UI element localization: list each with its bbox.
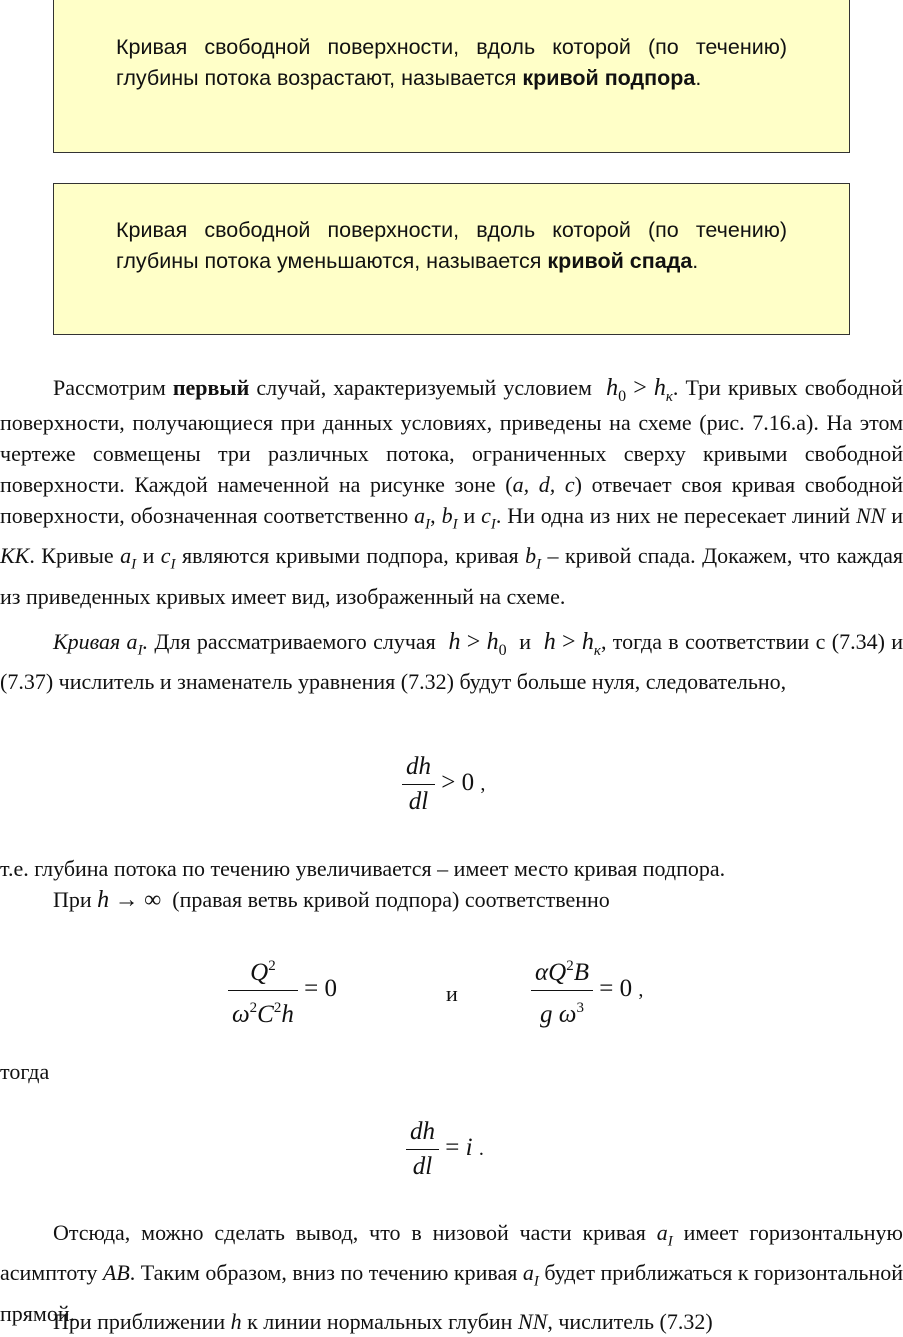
and-word xyxy=(446,978,486,1009)
definition-box-drawdown xyxy=(53,183,850,335)
curve-aI: $a_I$ xyxy=(656,1220,673,1250)
line-NN: NN xyxy=(855,503,886,528)
line-NN: NN xyxy=(517,1309,548,1334)
curve-heading: Кривая $a_I$. xyxy=(53,629,149,659)
definition-text: Кривая свободной поверхности, вдоль которой (по течению) глубины потока уменьшаются, называется xyxy=(116,218,787,273)
emphasis: первый xyxy=(172,375,250,400)
text: Для рассматриваемого случая xyxy=(148,629,443,654)
line-KK: KK xyxy=(0,543,30,569)
curve-cI: $c_I$ xyxy=(160,543,176,573)
curve-bI: $b_I$ xyxy=(525,543,542,573)
paragraph-curve-aI xyxy=(0,626,903,697)
text: , тогда в соответствии с (7.34) и (7.37) числитель и знаменатель уравнения (7.32) будут больше нуля, следовательно, xyxy=(0,629,903,695)
text: и xyxy=(457,503,482,528)
paragraph-first-case: Рассмотрим первый случай, характеризуемый условием $h_0 > h_к$. Три кривых свободной поверхности, получающиеся при данных условиях, приведены на схеме (рис. 7.16.а). На этом чертеже совмещены три различных потока, ограниченных сверху кривыми свободной поверхности. Каждой намеченной на рисунке зоне (a, d, c) отвечает своя кривая свободной поверхности, обозначенная соответственно $a_I$, $b_I$ и $c_I$. Ни одна из них не пересекает линий NN и KK. Кривые $a_I$ и $c_I$ являются кривыми подпора, кривая $b_I$ – кривой спада. Докажем, что каждая из приведенных кривых имеет вид, изображенный на схеме. xyxy=(0,375,903,609)
definition-end: . xyxy=(695,66,702,90)
text: имеет горизонтальную асимптоту xyxy=(0,1220,903,1286)
text: – кривой спада. Докажем, что каждая из приведенных кривых имеет вид, изображенный на схеме. xyxy=(0,543,903,609)
symbol-h: h xyxy=(230,1309,242,1334)
text: и xyxy=(512,629,538,654)
equation-alphaq2b-over-gomega3: $\frac{\alpha Q^2B}{g \omega^3}$ = 0 , xyxy=(531,951,643,1030)
text: случай, характеризуемый условием xyxy=(249,375,600,400)
text: т.е. глубина потока по течению увеличивается – имеет место кривая подпора. xyxy=(0,856,726,881)
inline-formula-h-to-inf: h → ∞ xyxy=(97,887,162,913)
text: ) отвечает своя кривая свободной поверхности, обозначенная соответственно xyxy=(0,472,903,528)
definition-term: кривой подпора xyxy=(522,66,696,90)
text: При xyxy=(53,887,98,912)
curve-aI: $a_I$ xyxy=(522,1260,539,1290)
curve-bI: $b_I$ xyxy=(441,503,458,533)
definition-end: . xyxy=(692,249,699,273)
definition-text: Кривая свободной поверхности, вдоль которой (по течению) глубины потока возрастают, называется xyxy=(116,35,787,90)
text: Отсюда, можно сделать вывод, что в низовой части кривая xyxy=(53,1220,657,1245)
zone-labels: a, d, c xyxy=(512,472,575,497)
paragraph-approach-nn xyxy=(0,1306,903,1337)
definition-box-backwater xyxy=(53,0,850,153)
inline-formula-h-gt-hk: $h > h_к$ xyxy=(543,629,601,659)
text: (правая ветвь кривой подпора) соответственно xyxy=(166,887,610,912)
text: Рассмотрим xyxy=(53,375,173,400)
text: . Кривые xyxy=(29,543,121,569)
text: . Три кривых свободной поверхности, получающиеся при данных условиях, приведены на схеме (рис. 7.16.а). На этом чертеже совмещены три различных потока, ограниченных сверху кривыми свободной поверхности. Каждой намеченной на рисунке зоне ( xyxy=(0,375,903,497)
inline-formula-h-gt-h0: $h > h_0$ xyxy=(448,629,507,659)
curve-cI: $c_I$ xyxy=(481,503,496,533)
text: . Таким образом, вниз по течению кривая xyxy=(129,1260,523,1286)
definition-term: кривой спада xyxy=(547,249,693,273)
paragraph-h-to-infinity xyxy=(0,884,903,916)
text: являются кривыми подпора, кривая xyxy=(175,543,526,569)
curve-aI: $a_I$ xyxy=(414,503,431,533)
inline-formula-h0-gt-hk: $h_0 > h_к$ xyxy=(606,375,673,405)
curve-aI: $a_I$ xyxy=(120,543,137,573)
text: , числитель (7.32) xyxy=(547,1309,713,1334)
equation-dh-dl-gt-zero: $\frac{dh}{dl}$ > 0 , xyxy=(402,752,485,817)
equation-dh-dl-eq-i: $\frac{dh}{dl}$ = i . xyxy=(406,1117,484,1182)
equation-q2-over-omega2c2h: $\frac{Q^2}{\omega^2C^2h}$ = 0 xyxy=(228,951,337,1030)
asymptote-AB: AB xyxy=(102,1260,130,1286)
paragraph-then xyxy=(0,1056,903,1087)
paragraph-depth-increases xyxy=(0,853,903,884)
text: будет приближаться к горизонтальной прямой. xyxy=(0,1260,903,1326)
text: и xyxy=(136,543,161,569)
text: к линии нормальных глубин xyxy=(241,1309,518,1334)
text: и xyxy=(446,981,458,1006)
text: и xyxy=(885,503,903,528)
text: тогда xyxy=(0,1059,50,1084)
text: . Ни одна из них не пересекает линий xyxy=(495,503,856,528)
text: При приближении xyxy=(53,1309,231,1334)
